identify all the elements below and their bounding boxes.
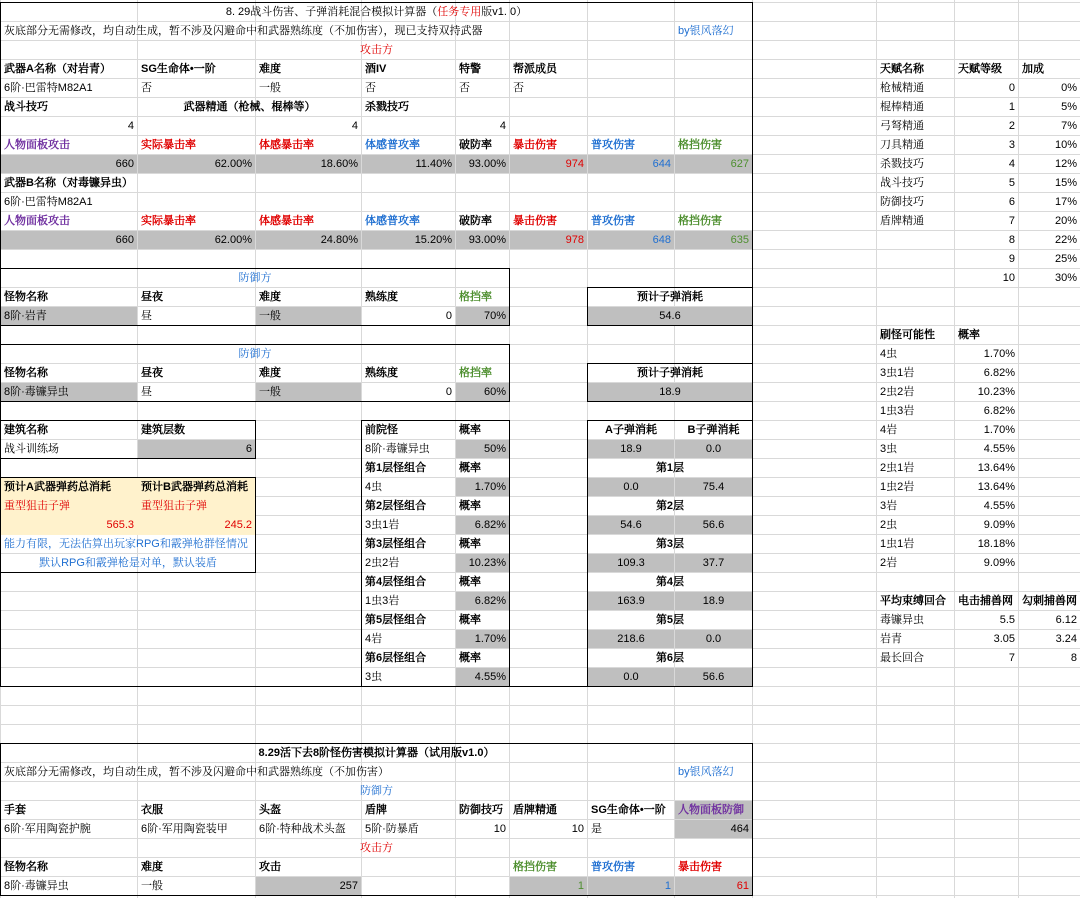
side-table-cell[interactable]: 25%	[1054, 253, 1077, 265]
sheet-cell[interactable]: 3虫	[365, 671, 383, 683]
sheet-cell[interactable]: 体感暴击率	[259, 139, 314, 151]
sheet-cell[interactable]: 默认RPG和霰弹枪是对单，默认装盾	[39, 557, 217, 569]
sheet-cell[interactable]: 10	[493, 823, 506, 835]
sheet-cell[interactable]: by银风落幻	[678, 766, 734, 778]
sheet-cell[interactable]: 暴击伤害	[678, 861, 722, 873]
sheet-cell[interactable]: 手套	[4, 804, 26, 816]
sheet-cell[interactable]: 0.0	[675, 630, 752, 648]
side-table-cell[interactable]: 15%	[1054, 177, 1077, 189]
sheet-cell[interactable]: 破防率	[459, 215, 492, 227]
sheet-cell[interactable]: 2虫2岩	[365, 557, 400, 569]
sheet-cell[interactable]: 建筑名称	[4, 424, 48, 436]
side-table-cell[interactable]: 7	[1008, 215, 1015, 227]
sheet-cell[interactable]: 62.00%	[138, 231, 255, 249]
side-table-cell[interactable]: 4.55%	[983, 500, 1015, 512]
side-table-cell[interactable]: 弓弩精通	[880, 120, 924, 132]
side-table-cell[interactable]: 杀戮技巧	[880, 158, 924, 170]
sheet-cell[interactable]: 体感暴击率	[259, 215, 314, 227]
sheet-cell[interactable]: 能力有限，无法估算出玩家RPG和霰弹枪群怪情况	[4, 538, 248, 550]
side-table-cell[interactable]: 2虫1岩	[880, 462, 915, 474]
side-table-cell[interactable]: 4虫	[880, 348, 898, 360]
sheet-cell[interactable]: 武器精通（枪械、棍棒等）	[183, 101, 316, 113]
sheet-cell[interactable]: 257	[256, 877, 361, 895]
sheet-cell[interactable]: 概率	[459, 576, 481, 588]
sheet-cell[interactable]: 一般	[256, 383, 361, 401]
sheet-cell[interactable]: 635	[675, 231, 752, 249]
side-table-cell[interactable]: 天赋等级	[958, 63, 1002, 75]
side-table-cell[interactable]: 6.12	[1055, 614, 1077, 626]
sheet-cell[interactable]: 否	[141, 82, 152, 94]
side-table-cell[interactable]: 1虫1岩	[880, 538, 915, 550]
side-table-cell[interactable]: 6.82%	[983, 367, 1015, 379]
sheet-cell[interactable]: 武器B名称（对毒镰异虫）	[4, 177, 133, 189]
sheet-cell[interactable]: 怪物名称	[4, 861, 48, 873]
sheet-cell[interactable]: 攻击方	[360, 44, 393, 56]
sheet-cell[interactable]: 难度	[259, 367, 281, 379]
sheet-cell[interactable]: 普攻伤害	[591, 139, 635, 151]
sheet-cell[interactable]: 1	[588, 877, 674, 895]
sheet-cell[interactable]: 破防率	[459, 139, 492, 151]
side-table-cell[interactable]: 3虫1岩	[880, 367, 915, 379]
title-text: 8. 29战斗伤害、子弹消耗混合模拟计算器（	[225, 6, 438, 18]
sheet-cell[interactable]: 974	[510, 155, 587, 173]
sheet-cell[interactable]: 防御方	[238, 272, 272, 284]
sheet-cell[interactable]: 昼夜	[141, 367, 163, 379]
side-table-cell[interactable]: 22%	[1054, 234, 1077, 246]
sheet-cell[interactable]: 660	[1, 155, 137, 173]
sheet-cell[interactable]: 体感普攻率	[365, 215, 420, 227]
sheet-cell[interactable]: 熟练度	[365, 291, 398, 303]
sheet-cell[interactable]: SG生命体•一阶	[141, 63, 216, 75]
sheet-cell[interactable]	[1, 3, 752, 21]
sheet-cell[interactable]: 战斗训练场	[4, 443, 59, 455]
side-table-cell[interactable]: 10	[1002, 272, 1015, 284]
sheet-cell[interactable]: 前院怪	[365, 424, 398, 436]
sheet-cell[interactable]: 163.9	[588, 592, 674, 610]
sheet-cell[interactable]: 攻击方	[360, 842, 393, 854]
side-table-cell[interactable]: 刀具精通	[880, 139, 924, 151]
sheet-cell[interactable]: 防御方	[238, 348, 272, 360]
sheet-cell[interactable]: 1	[510, 877, 587, 895]
side-table-cell[interactable]: 10.23%	[977, 386, 1015, 398]
sheet-cell[interactable]: 建筑层数	[141, 424, 185, 436]
sheet-cell[interactable]: 否	[365, 82, 376, 94]
sheet-cell[interactable]: 15.20%	[362, 231, 455, 249]
sheet-cell[interactable]: 第4层	[655, 576, 685, 588]
title-suffix: 任务专用	[437, 6, 482, 18]
side-table-cell[interactable]: 8	[1008, 234, 1015, 246]
sheet-cell[interactable]: 重型狙击子弹	[4, 500, 70, 512]
sheet-cell[interactable]: 头盔	[259, 804, 281, 816]
sheet-cell[interactable]: 218.6	[588, 630, 674, 648]
side-table-cell[interactable]: 5%	[1061, 101, 1077, 113]
side-table-cell[interactable]: 6	[1008, 196, 1015, 208]
sheet-cell[interactable]: 第5层	[655, 614, 685, 626]
sheet-cell[interactable]: SG生命体•一阶	[591, 804, 666, 816]
sheet-cell[interactable]: 18.60%	[256, 155, 361, 173]
side-table-cell[interactable]: 0%	[1061, 82, 1077, 94]
sheet-cell[interactable]: 464	[675, 820, 752, 838]
sheet-cell[interactable]: 防御方	[360, 785, 393, 797]
sheet-cell[interactable]: 4	[351, 120, 358, 132]
sheet-cell[interactable]: 1.70%	[456, 478, 509, 496]
side-table-cell[interactable]: 1.70%	[983, 348, 1015, 360]
side-table-cell[interactable]: 勾刺捕兽网	[1022, 595, 1077, 607]
sheet-cell[interactable]: 24.80%	[256, 231, 361, 249]
sheet-cell[interactable]: 灰底部分无需修改，均自动生成，暂不涉及闪避命中和武器熟练度（不加伤害），现已支持双持武器	[4, 25, 483, 37]
sheet-cell[interactable]: 660	[1, 231, 137, 249]
side-table-cell[interactable]: 1	[1008, 101, 1015, 113]
side-table-cell[interactable]: 平均束缚回合	[880, 595, 946, 607]
sheet-cell[interactable]: 93.00%	[456, 231, 509, 249]
sheet-cell[interactable]: 体感普攻率	[365, 139, 420, 151]
sheet-cell[interactable]: 格挡伤害	[678, 139, 722, 151]
side-table-cell[interactable]: 概率	[958, 329, 980, 341]
side-table-cell[interactable]: 4岩	[880, 424, 898, 436]
sheet-cell[interactable]: 60%	[456, 383, 509, 401]
side-table-cell[interactable]: 毒镰异虫	[880, 614, 924, 626]
sheet-cell[interactable]: 56.6	[675, 516, 752, 534]
sheet-cell[interactable]: 难度	[141, 861, 163, 873]
side-table-cell[interactable]: 枪械精通	[880, 82, 924, 94]
sheet-cell[interactable]: 概率	[459, 424, 481, 436]
sheet-cell[interactable]: 1虫3岩	[365, 595, 400, 607]
sheet-cell[interactable]: 627	[675, 155, 752, 173]
sheet-cell[interactable]: 灰底部分无需修改，均自动生成，暂不涉及闪避命中和武器熟练度（不加伤害）	[4, 766, 389, 778]
side-table-cell[interactable]: 棍棒精通	[880, 101, 924, 113]
side-table-cell[interactable]: 13.64%	[977, 462, 1015, 474]
sheet-cell[interactable]: 怪物名称	[4, 367, 48, 379]
sheet-cell[interactable]: 6阶·巴雷特M82A1	[4, 196, 93, 208]
sheet-cell[interactable]: 一般	[141, 880, 163, 892]
sheet-cell[interactable]: 4虫	[365, 481, 383, 493]
side-table-cell[interactable]: 18.18%	[977, 538, 1015, 550]
sheet-cell[interactable]: 6阶·特种战术头盔	[259, 823, 346, 835]
sheet-cell[interactable]: 格挡率	[459, 291, 492, 303]
side-table-cell[interactable]: 5	[1008, 177, 1015, 189]
sheet-cell[interactable]: 93.00%	[456, 155, 509, 173]
sheet-cell[interactable]: 6.82%	[456, 592, 509, 610]
side-table-cell[interactable]: 9	[1008, 253, 1015, 265]
sheet-cell[interactable]: 实际暴击率	[141, 215, 196, 227]
sheet-cell[interactable]: 54.6	[588, 516, 674, 534]
side-table-cell[interactable]: 7	[1008, 652, 1015, 664]
sheet-cell[interactable]: 0.0	[588, 478, 674, 496]
sheet-cell[interactable]: 概率	[459, 614, 481, 626]
side-table-cell[interactable]: 战斗技巧	[880, 177, 924, 189]
sheet-cell[interactable]: 70%	[456, 307, 509, 325]
side-table-cell[interactable]: 防御技巧	[880, 196, 924, 208]
sheet-cell[interactable]: 概率	[459, 538, 481, 550]
sheet-cell[interactable]: 昼夜	[141, 291, 163, 303]
sheet-cell[interactable]: 8阶·毒镰异虫	[365, 443, 430, 455]
sheet-cell[interactable]: 8阶·毒镰异虫	[4, 880, 69, 892]
sheet-cell[interactable]: 是	[591, 823, 602, 835]
sheet-cell[interactable]: 武器A名称（对岩青）	[4, 63, 111, 75]
side-table-cell[interactable]: 3岩	[880, 500, 898, 512]
sheet-cell[interactable]: 杀戮技巧	[365, 101, 409, 113]
sheet-cell[interactable]: 245.2	[224, 519, 252, 531]
side-table-cell[interactable]: 8	[1070, 652, 1077, 664]
sheet-cell[interactable]: 防御技巧	[459, 804, 503, 816]
sheet-cell[interactable]: 预计子弹消耗	[637, 291, 703, 303]
sheet-cell[interactable]: 普攻伤害	[591, 215, 635, 227]
sheet-cell[interactable]: 酒IV	[365, 63, 387, 75]
sheet-cell[interactable]: 概率	[459, 500, 481, 512]
sheet-cell[interactable]: 一般	[256, 307, 361, 325]
sheet-cell[interactable]: 第1层怪组合	[365, 462, 427, 474]
side-table-cell[interactable]: 2	[1008, 120, 1015, 132]
side-table-cell[interactable]: 岩青	[880, 633, 902, 645]
side-table-cell[interactable]: 2岩	[880, 557, 898, 569]
sheet-cell[interactable]: 6阶·军用陶瓷装甲	[141, 823, 228, 835]
sheet-cell[interactable]: 否	[459, 82, 470, 94]
side-table-cell[interactable]: 1虫3岩	[880, 405, 915, 417]
sheet-cell[interactable]: 8阶·毒镰异虫	[1, 383, 137, 401]
sheet-cell[interactable]: 5阶·防暴盾	[365, 823, 419, 835]
sheet-cell[interactable]: 昼	[141, 310, 152, 322]
sheet-cell[interactable]: 概率	[459, 462, 481, 474]
side-table-cell[interactable]: 加成	[1022, 63, 1044, 75]
sheet-cell[interactable]: 0	[445, 310, 452, 322]
sheet-cell[interactable]: by银风落幻	[678, 25, 734, 37]
side-table-cell[interactable]: 盾牌精通	[880, 215, 924, 227]
side-table-cell[interactable]: 电击捕兽网	[958, 595, 1013, 607]
sheet-cell[interactable]: 4.55%	[456, 668, 509, 686]
side-table-cell[interactable]: 7%	[1061, 120, 1077, 132]
sheet-cell[interactable]: 特警	[459, 63, 481, 75]
sheet-cell[interactable]: A子弹消耗	[605, 424, 657, 436]
side-table-cell[interactable]: 2虫2岩	[880, 386, 915, 398]
sheet-cell[interactable]: 人物面板防御	[675, 801, 752, 819]
sheet-cell[interactable]: 6	[138, 440, 255, 458]
sheet-cell[interactable]: 格挡伤害	[678, 215, 722, 227]
sheet-cell[interactable]: 实际暴击率	[141, 139, 196, 151]
sheet-cell[interactable]: 难度	[259, 63, 281, 75]
sheet-cell[interactable]: 8.29活下去8阶怪伤害模拟计算器（试用版v1.0）	[258, 747, 495, 759]
side-table-cell[interactable]: 3	[1008, 139, 1015, 151]
sheet-cell[interactable]: 75.4	[675, 478, 752, 496]
sheet-cell[interactable]: 0	[445, 386, 452, 398]
sheet-cell[interactable]: 56.6	[675, 668, 752, 686]
title-tail: 版v1. 0）	[481, 6, 528, 18]
sheet-cell[interactable]: 6阶·巴雷特M82A1	[4, 82, 93, 94]
sheet-cell[interactable]: 4岩	[365, 633, 383, 645]
sheet-cell[interactable]: 人物面板攻击	[4, 215, 70, 227]
side-table-cell[interactable]: 9.09%	[983, 557, 1015, 569]
sheet-cell[interactable]: 战斗技巧	[4, 101, 48, 113]
sheet-cell[interactable]: 格挡伤害	[513, 861, 557, 873]
sheet-cell[interactable]: 第2层怪组合	[365, 500, 427, 512]
sheet-cell[interactable]: 4	[127, 120, 134, 132]
sheet-cell[interactable]: 格挡率	[459, 367, 492, 379]
sheet-cell[interactable]: 10.23%	[456, 554, 509, 572]
sheet-cell[interactable]: 6.82%	[456, 516, 509, 534]
side-table-cell[interactable]: 6.82%	[983, 405, 1015, 417]
sheet-cell[interactable]: 熟练度	[365, 367, 398, 379]
sheet-cell[interactable]: 18.9	[588, 383, 752, 401]
side-table-cell[interactable]: 刷怪可能性	[880, 329, 935, 341]
sheet-cell[interactable]: B子弹消耗	[687, 424, 740, 436]
sheet-cell[interactable]: 盾牌精通	[513, 804, 557, 816]
side-table-cell[interactable]: 2虫	[880, 519, 898, 531]
sheet-cell[interactable]: 11.40%	[362, 155, 455, 173]
sheet-cell[interactable]: 3虫1岩	[365, 519, 400, 531]
sheet-cell[interactable]: 565.3	[106, 519, 134, 531]
side-table-cell[interactable]: 最长回合	[880, 652, 924, 664]
sheet-cell[interactable]: 第4层怪组合	[365, 576, 427, 588]
sheet-cell[interactable]: 第5层怪组合	[365, 614, 427, 626]
side-table-cell[interactable]: 10%	[1054, 139, 1077, 151]
sheet-cell[interactable]: 648	[588, 231, 674, 249]
sheet-cell[interactable]: 0.0	[675, 440, 752, 458]
sheet-cell[interactable]: 第2层	[655, 500, 685, 512]
sheet-cell[interactable]: 预计B武器弹药总消耗	[141, 481, 248, 493]
sheet-cell[interactable]: 18.9	[588, 440, 674, 458]
sheet-cell[interactable]: 概率	[459, 652, 481, 664]
side-table-cell[interactable]: 4.55%	[983, 443, 1015, 455]
side-table-cell[interactable]: 5.5	[999, 614, 1015, 626]
sheet-cell[interactable]: 预计子弹消耗	[637, 367, 703, 379]
sheet-cell[interactable]: 18.9	[675, 592, 752, 610]
sheet-cell[interactable]: 人物面板攻击	[4, 139, 70, 151]
side-table-cell[interactable]: 13.64%	[977, 481, 1015, 493]
sheet-cell[interactable]: 10	[571, 823, 584, 835]
sheet-cell[interactable]: 暴击伤害	[513, 139, 557, 151]
sheet-cell[interactable]: 难度	[259, 291, 281, 303]
side-table-cell[interactable]: 30%	[1054, 272, 1077, 284]
sheet-cell[interactable]: 昼	[141, 386, 152, 398]
sheet-cell[interactable]: 普攻伤害	[591, 861, 635, 873]
sheet-cell[interactable]: 50%	[456, 440, 509, 458]
sheet-cell[interactable]: 一般	[259, 82, 281, 94]
sheet-cell[interactable]: 61	[675, 877, 752, 895]
sheet-cell[interactable]: 否	[513, 82, 524, 94]
sheet-cell[interactable]: 怪物名称	[4, 291, 48, 303]
side-table-cell[interactable]: 12%	[1054, 158, 1077, 170]
sheet-cell[interactable]: 预计A武器弹药总消耗	[4, 481, 111, 493]
side-table-cell[interactable]: 17%	[1054, 196, 1077, 208]
sheet-cell[interactable]: 6阶·军用陶瓷护腕	[4, 823, 91, 835]
sheet-cell[interactable]: 重型狙击子弹	[141, 500, 207, 512]
side-table-cell[interactable]: 3.05	[993, 633, 1015, 645]
side-table-cell[interactable]: 20%	[1054, 215, 1077, 227]
sheet-cell[interactable]: 第6层	[655, 652, 685, 664]
side-table-cell[interactable]: 天赋名称	[880, 63, 924, 75]
sheet-cell[interactable]: 攻击	[259, 861, 281, 873]
side-table-cell[interactable]: 0	[1008, 82, 1015, 94]
sheet-cell[interactable]: 第3层	[655, 538, 685, 550]
sheet-cell[interactable]: 109.3	[588, 554, 674, 572]
sheet-cell[interactable]: 8阶·岩青	[1, 307, 137, 325]
sheet-cell[interactable]: 37.7	[675, 554, 752, 572]
side-table-cell[interactable]: 3虫	[880, 443, 898, 455]
sheet-cell[interactable]: 第6层怪组合	[365, 652, 427, 664]
sheet-cell[interactable]: 0.0	[588, 668, 674, 686]
sheet-cell[interactable]: 衣服	[141, 804, 163, 816]
sheet-cell[interactable]: 盾牌	[365, 804, 387, 816]
sheet-cell[interactable]: 第1层	[655, 462, 685, 474]
sheet-cell[interactable]: 4	[499, 120, 506, 132]
sheet-cell[interactable]: 帮派成员	[513, 63, 557, 75]
sheet-cell[interactable]: 644	[588, 155, 674, 173]
sheet-cell[interactable]: 第3层怪组合	[365, 538, 427, 550]
sheet-cell[interactable]: 暴击伤害	[513, 215, 557, 227]
side-table-cell[interactable]: 3.24	[1055, 633, 1077, 645]
side-table-cell[interactable]: 1虫2岩	[880, 481, 915, 493]
side-table-cell[interactable]: 4	[1008, 158, 1015, 170]
sheet-cell[interactable]: 978	[510, 231, 587, 249]
sheet-cell[interactable]: 62.00%	[138, 155, 255, 173]
side-table-cell[interactable]: 1.70%	[983, 424, 1015, 436]
sheet-cell[interactable]: 1.70%	[456, 630, 509, 648]
side-table-cell[interactable]: 9.09%	[983, 519, 1015, 531]
sheet-cell[interactable]: 54.6	[588, 307, 752, 325]
